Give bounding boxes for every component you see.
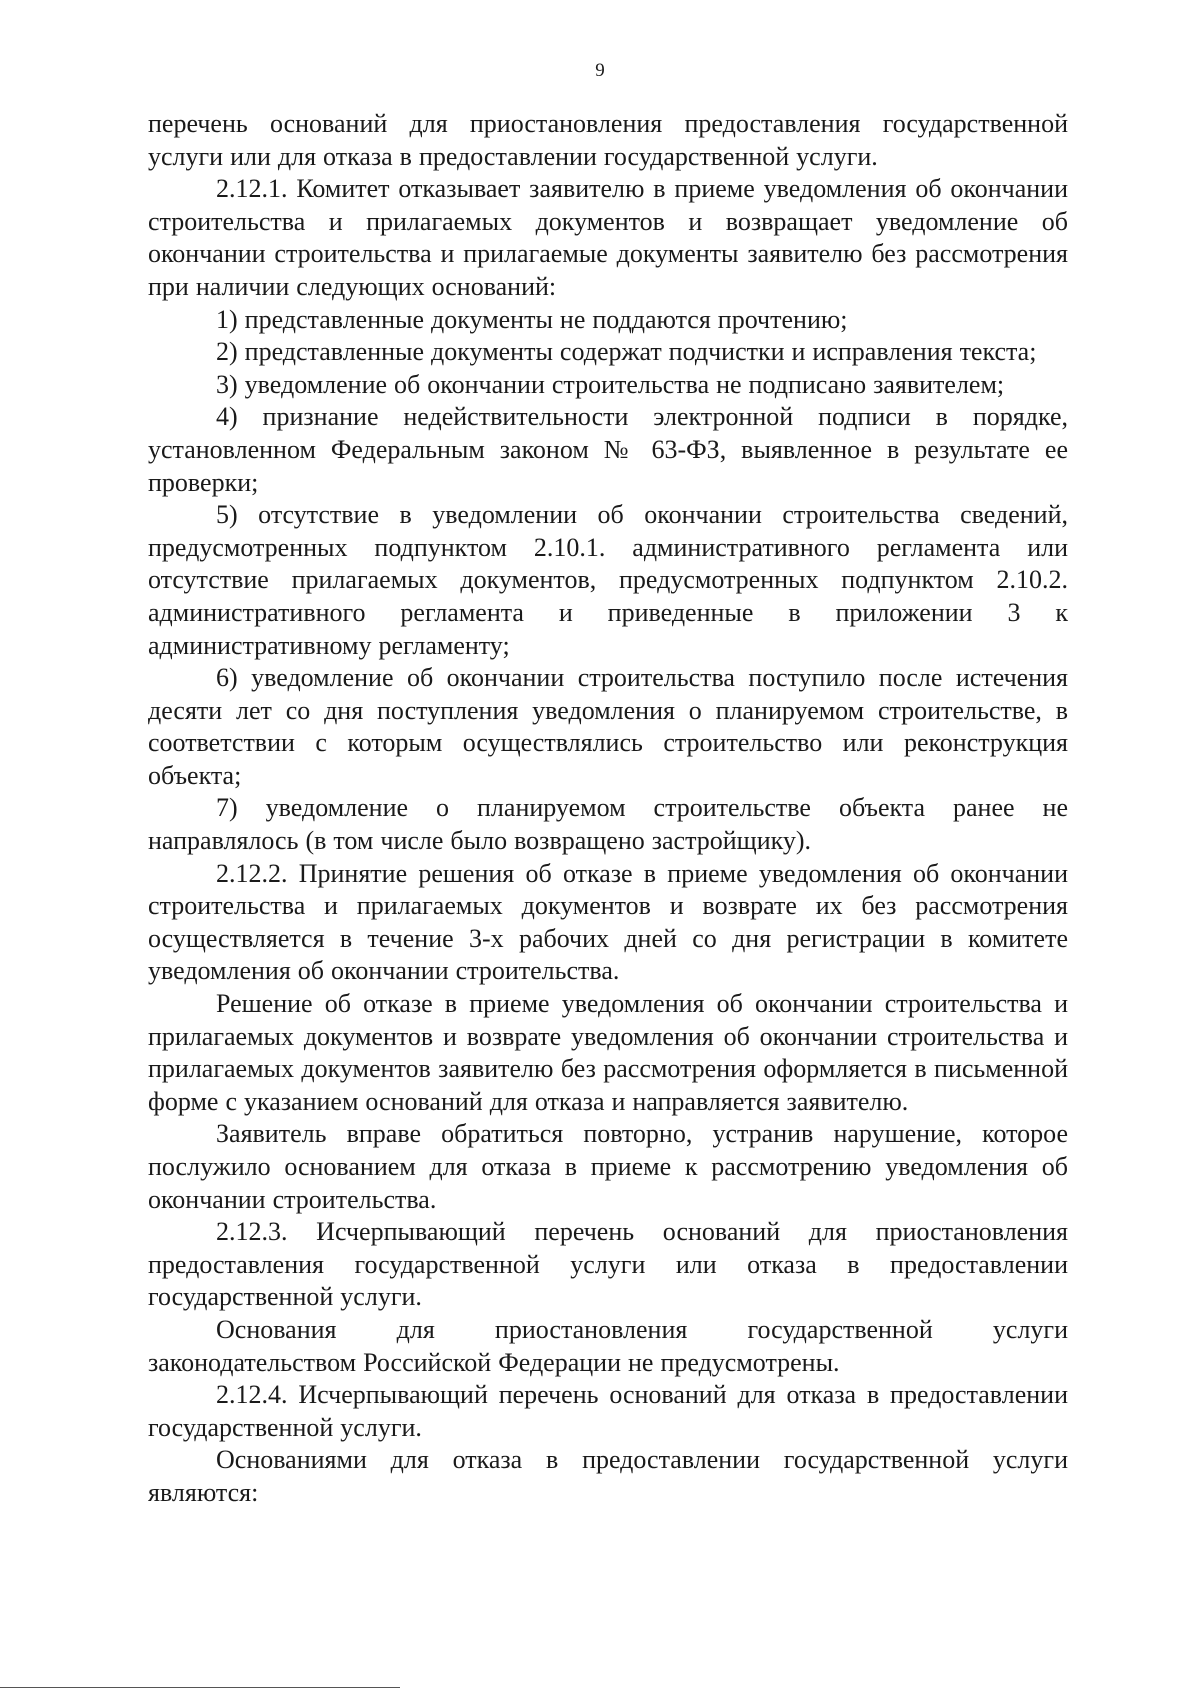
list-item-3: 3) уведомление об окончании строительства не подписано заявителем; xyxy=(216,369,1005,399)
paragraph-reapply: Заявитель вправе обратиться повторно, устранив нарушение, которое послужило основанием для отказа в приеме к рассмотрению уведомления об окончании строительства. xyxy=(148,1119,1068,1214)
paragraph-2-12-1: 2.12.1. Комитет отказывает заявителю в приеме уведомления об окончании строительства и прилагаемых документов и возвращает уведомление об окончании строительства и прилагаемые документы заявителю без рассмотрения при наличии следующих оснований: xyxy=(148,174,1068,301)
list-item-5: 5) отсутствие в уведомлении об окончании строительства сведений, предусмотренных подпунктом 2.10.1. административного регламента или отсутствие прилагаемых документов, предусмотренных подпунктом 2.10.2. административного регламента и приведенные в приложении 3 к административному регламенту; xyxy=(148,500,1068,660)
paragraph-refusal-grounds: Основаниями для отказа в предоставлении государственной услуги являются: xyxy=(148,1445,1068,1507)
paragraph-refusal-decision: Решение об отказе в приеме уведомления об окончании строительства и прилагаемых документов и возврате уведомления об окончании строительства и прилагаемых документов заявителю без рассмотрения оформляется в письменной форме с указанием оснований для отказа и направляется заявителю. xyxy=(148,989,1068,1116)
paragraph-2-12-4: 2.12.4. Исчерпывающий перечень оснований для отказа в предоставлении государственной услуги. xyxy=(148,1380,1068,1442)
scan-edge-line xyxy=(0,1687,400,1688)
paragraph-suspension-grounds: Основания для приостановления государственной услуги законодательством Российской Федерации не предусмотрены. xyxy=(148,1314,1068,1377)
list-item-6: 6) уведомление об окончании строительства поступило после истечения десяти лет со дня поступления уведомления о планируемом строительстве, в соответствии с которым осуществлялись строительство или реконструкция объекта; xyxy=(148,663,1068,790)
list-item-1: 1) представленные документы не поддаются прочтению; xyxy=(216,304,848,334)
document-body xyxy=(148,108,1068,1510)
list-item-2: 2) представленные документы содержат подчистки и исправления текста; xyxy=(216,337,1037,367)
page-number: 9 xyxy=(595,60,605,81)
paragraph-2-12-3: 2.12.3. Исчерпывающий перечень оснований для приостановления предоставления государственной услуги или отказа в предоставлении государственной услуги. xyxy=(148,1217,1068,1312)
paragraph-list-intro: перечень оснований для приостановления предоставления государственной услуги или для отказа в предоставлении государственной услуги. xyxy=(148,109,1068,171)
paragraph-2-12-2: 2.12.2. Принятие решения об отказе в приеме уведомления об окончании строительства и прилагаемых документов и возврате их без рассмотрения осуществляется в течение 3-х рабочих дней со дня регистрации в комитете уведомления об окончании строительства. xyxy=(148,858,1068,986)
list-item-7: 7) уведомление о планируемом строительстве объекта ранее не направлялось (в том числе было возвращено застройщику). xyxy=(148,793,1068,856)
list-item-4: 4) признание недействительности электронной подписи в порядке, установленном Федеральным законом № 63-ФЗ, выявленное в результате ее проверки; xyxy=(148,402,1068,497)
